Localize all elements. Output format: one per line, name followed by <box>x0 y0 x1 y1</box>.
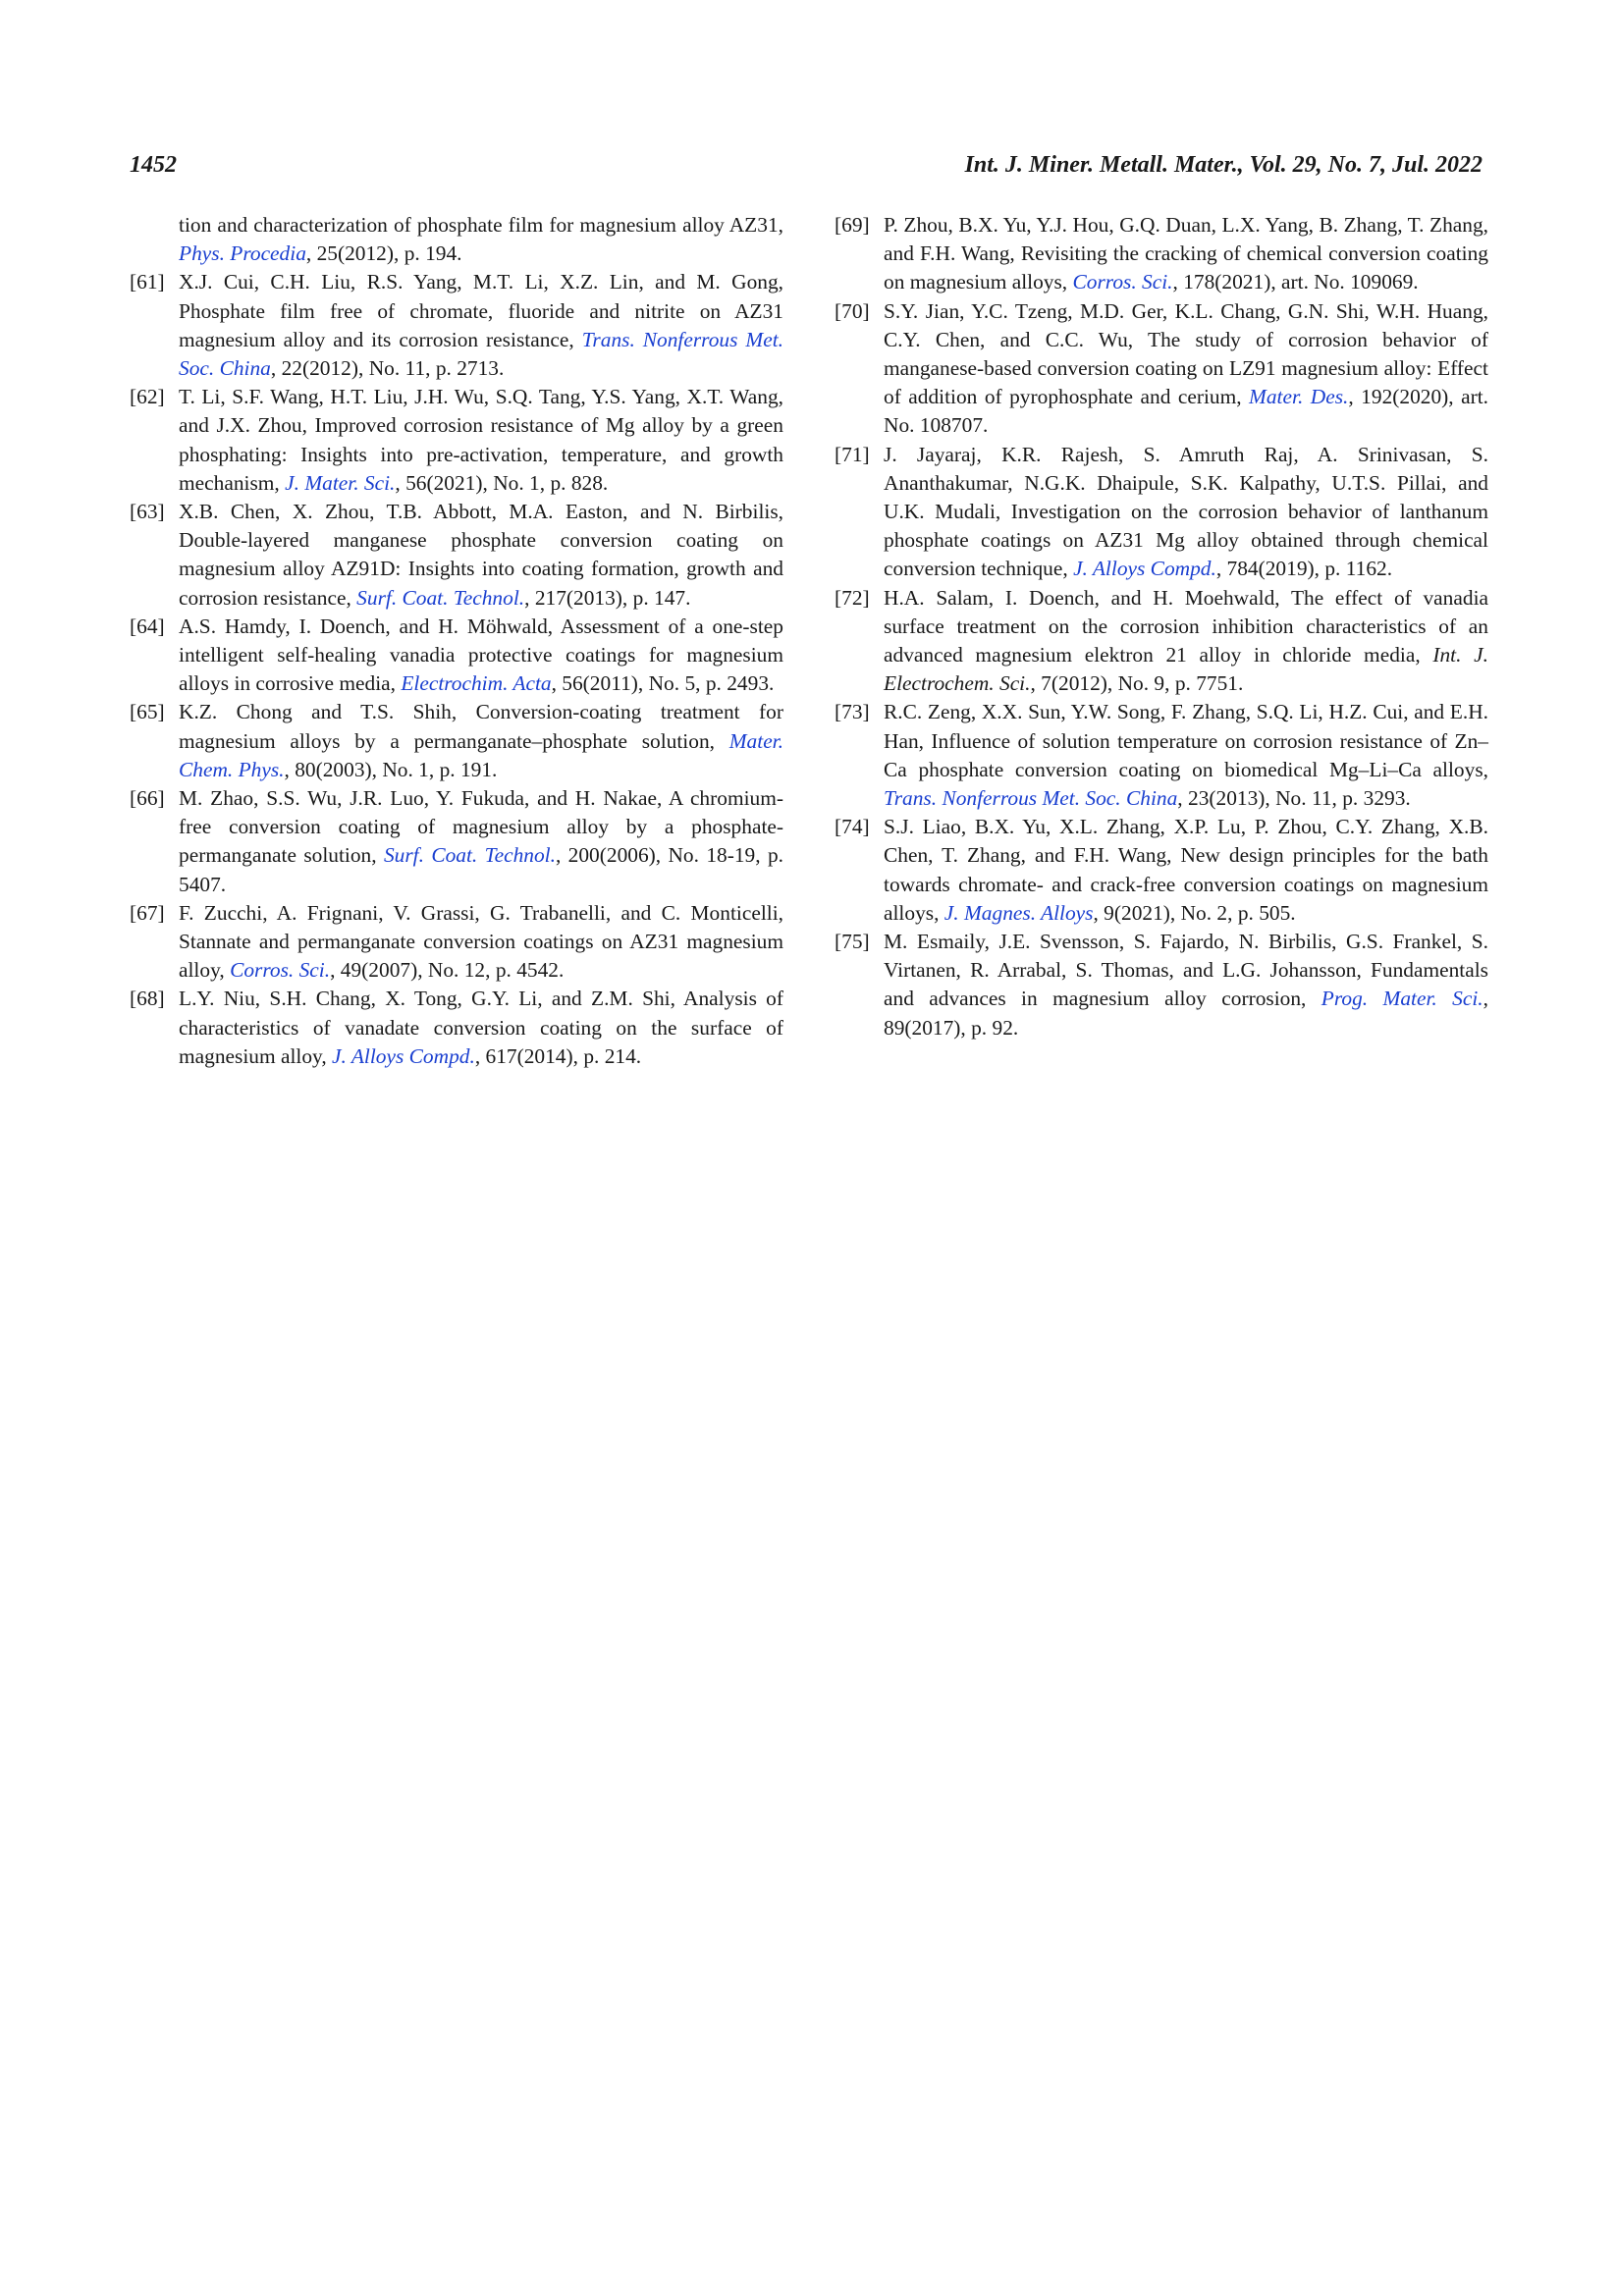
reference-text: F. Zucchi, A. Frignani, V. Grassi, G. Trabanelli, and C. Monticelli, Stannate and permanganate conversion coatings on AZ31 magnesium alloy, <box>179 900 783 983</box>
reference-entry <box>835 698 1488 813</box>
reference-entry <box>130 784 783 899</box>
journal-link[interactable]: Trans. Nonferrous Met. Soc. China <box>179 327 783 381</box>
reference-details: , 617(2014), p. 214. <box>474 1043 642 1068</box>
reference-text: J. Jayaraj, K.R. Rajesh, S. Amruth Raj, A. Srinivasan, S. Ananthakumar, N.G.K. Dhaipule, S.K. Kalpathy, U.T.S. Pillai, and U.K. Mudali, Investigation on the corrosion behavior of lanthanum phosphate coatings on AZ31 Mg alloy obtained through chemical conversion technique, <box>884 442 1488 581</box>
journal-link[interactable]: Corros. Sci. <box>1072 270 1173 294</box>
reference-number: [74] <box>835 815 870 839</box>
reference-entry <box>835 211 1488 297</box>
reference-column-right <box>835 211 1488 1042</box>
reference-text: R.C. Zeng, X.X. Sun, Y.W. Song, F. Zhang, S.Q. Li, H.Z. Cui, and E.H. Han, Influence of solution temperature on corrosion resistance of Zn–Ca phosphate conversion coating on biomedical Mg–Li–Ca alloys, <box>884 700 1488 781</box>
reference-number: [71] <box>835 442 870 466</box>
reference-details: , 56(2011), No. 5, p. 2493. <box>551 671 775 696</box>
reference-text: M. Zhao, S.S. Wu, J.R. Luo, Y. Fukuda, and H. Nakae, A chromium-free conversion coating of magnesium alloy by a phosphate-permanganate solution, <box>179 786 783 868</box>
reference-number: [63] <box>130 500 165 524</box>
reference-text: A.S. Hamdy, I. Doench, and H. Möhwald, Assessment of a one-step intelligent self-healing vanadia protective coatings for magnesium alloys in corrosive media, <box>179 614 783 696</box>
reference-entry <box>130 613 783 699</box>
reference-number: [62] <box>130 385 165 409</box>
journal-link[interactable]: J. Mater. Sci. <box>285 470 396 495</box>
journal-link[interactable]: Surf. Coat. Technol. <box>383 843 556 868</box>
reference-entry <box>130 268 783 383</box>
reference-number: [70] <box>835 298 870 323</box>
reference-entry <box>835 297 1488 441</box>
journal-link[interactable]: Trans. Nonferrous Met. Soc. China <box>884 786 1178 811</box>
reference-entry <box>835 928 1488 1042</box>
reference-details: , 23(2013), No. 11, p. 3293. <box>1177 786 1411 811</box>
reference-details: , 784(2019), p. 1162. <box>1215 557 1393 581</box>
reference-number: [61] <box>130 270 165 294</box>
reference-number: [65] <box>130 700 165 724</box>
journal-link[interactable]: Electrochim. Acta <box>401 671 552 696</box>
reference-number: [69] <box>835 213 870 237</box>
reference-details: , 89(2017), p. 92. <box>884 987 1488 1040</box>
reference-entry <box>130 498 783 613</box>
reference-details: , 217(2013), p. 147. <box>524 585 691 610</box>
reference-entry <box>835 441 1488 584</box>
reference-details: , 49(2007), No. 12, p. 4542. <box>330 958 565 983</box>
journal-link[interactable]: J. Alloys Compd. <box>1073 557 1216 581</box>
reference-text: H.A. Salam, I. Doench, and H. Moehwald, The effect of vanadia surface treatment on the corrosion inhibition characteristics of an advanced magnesium elektron 21 alloy in chloride media, <box>884 585 1488 667</box>
reference-number: [66] <box>130 786 165 811</box>
reference-details: , 56(2021), No. 1, p. 828. <box>395 470 609 495</box>
reference-details: , 22(2012), No. 11, p. 2713. <box>270 356 505 381</box>
page-number: 1452 <box>130 152 177 178</box>
reference-details: , 192(2020), art. No. 108707. <box>884 385 1489 438</box>
reference-number: [64] <box>130 614 165 638</box>
reference-details: , 7(2012), No. 9, p. 7751. <box>1030 671 1244 696</box>
reference-text: S.Y. Jian, Y.C. Tzeng, M.D. Ger, K.L. Chang, G.N. Shi, W.H. Huang, C.Y. Chen, and C.C. Wu, The study of corrosion behavior of manganese-based conversion coating on LZ91 magnesium alloy: Effect of addition of pyrophosphate and cerium, <box>884 298 1488 409</box>
reference-number: [75] <box>835 930 870 954</box>
reference-text: S.J. Liao, B.X. Yu, X.L. Zhang, X.P. Lu, P. Zhou, C.Y. Zhang, X.B. Chen, T. Zhang, and F.H. Wang, New design principles for the bath towards chromate- and crack-free conversion coatings on magnesium alloys, <box>884 815 1488 925</box>
reference-number: [73] <box>835 700 870 724</box>
journal-citation-header: Int. J. Miner. Metall. Mater., Vol. 29, No. 7, Jul. 2022 <box>964 152 1482 178</box>
journal-link[interactable]: Corros. Sci. <box>230 958 331 983</box>
reference-entry <box>130 985 783 1071</box>
journal-link[interactable]: Surf. Coat. Technol. <box>356 585 525 610</box>
reference-entry <box>835 813 1488 928</box>
reference-text: L.Y. Niu, S.H. Chang, X. Tong, G.Y. Li, and Z.M. Shi, Analysis of characteristics of vanadate conversion coating on the surface of magnesium alloy, <box>179 987 783 1068</box>
reference-text: X.J. Cui, C.H. Liu, R.S. Yang, M.T. Li, X.Z. Lin, and M. Gong, Phosphate film free of chromate, fluoride and nitrite on AZ31 magnesium alloy and its corrosion resistance, <box>179 270 783 351</box>
reference-number: [68] <box>130 987 165 1011</box>
reference-details: , 9(2021), No. 2, p. 505. <box>1093 900 1296 925</box>
reference-details: , 200(2006), No. 18-19, p. 5407. <box>179 843 783 896</box>
reference-text: tion and characterization of phosphate film for magnesium alloy AZ31, <box>179 213 783 237</box>
reference-number: [72] <box>835 585 870 610</box>
journal-link[interactable]: Prog. Mater. Sci. <box>1321 987 1483 1011</box>
reference-text: T. Li, S.F. Wang, H.T. Liu, J.H. Wu, S.Q. Tang, Y.S. Yang, X.T. Wang, and J.X. Zhou, Improved corrosion resistance of Mg alloy by a green phosphating: Insights into pre-activation, temperature, and growth mechanism, <box>179 385 783 495</box>
reference-details: , 25(2012), p. 194. <box>305 241 462 266</box>
journal-name: Int. J. Electrochem. Sci. <box>884 643 1488 696</box>
journal-link[interactable]: Mater. Chem. Phys. <box>179 728 783 781</box>
reference-entry <box>130 698 783 784</box>
journal-link[interactable]: J. Magnes. Alloys <box>943 900 1094 925</box>
reference-text: P. Zhou, B.X. Yu, Y.J. Hou, G.Q. Duan, L.X. Yang, B. Zhang, T. Zhang, and F.H. Wang, Revisiting the cracking of chemical conversion coating on magnesium alloys, <box>884 213 1488 294</box>
reference-text: X.B. Chen, X. Zhou, T.B. Abbott, M.A. Easton, and N. Birbilis, Double-layered manganese phosphate conversion coating on magnesium alloy AZ91D: Insights into coating formation, growth and corrosion resistance, <box>179 500 783 610</box>
reference-entry <box>835 584 1488 699</box>
running-header <box>130 147 1482 183</box>
reference-details: , 178(2021), art. No. 109069. <box>1172 270 1419 294</box>
journal-link[interactable]: Phys. Procedia <box>179 241 306 266</box>
reference-text: K.Z. Chong and T.S. Shih, Conversion-coating treatment for magnesium alloys by a permanganate–phosphate solution, <box>179 700 783 753</box>
reference-details: , 80(2003), No. 1, p. 191. <box>284 757 498 781</box>
reference-column-left <box>130 211 783 1071</box>
journal-link[interactable]: J. Alloys Compd. <box>332 1043 475 1068</box>
reference-entry <box>130 383 783 498</box>
reference-entry <box>130 211 783 268</box>
reference-number: [67] <box>130 900 165 925</box>
journal-link[interactable]: Mater. Des. <box>1249 385 1349 409</box>
reference-entry <box>130 899 783 986</box>
reference-text: M. Esmaily, J.E. Svensson, S. Fajardo, N. Birbilis, G.S. Frankel, S. Virtanen, R. Arrabal, S. Thomas, and L.G. Johansson, Fundamentals and advances in magnesium alloy corrosion, <box>884 930 1488 1011</box>
